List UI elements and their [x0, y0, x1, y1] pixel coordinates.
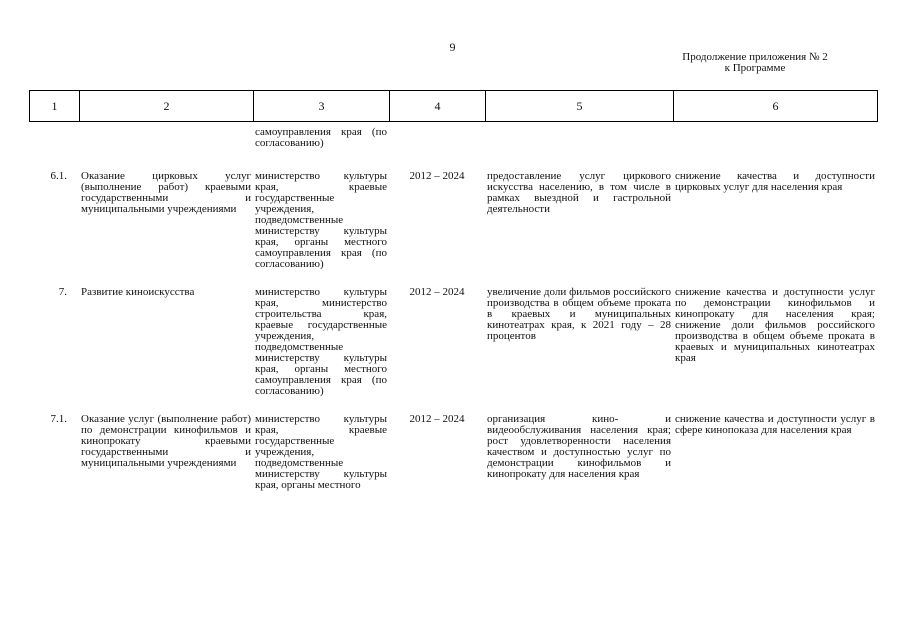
continuation-line-2: к Программе	[724, 62, 786, 74]
table-row	[29, 287, 877, 414]
row-result: увеличение доли фильмов российского производства в общем объеме проката в краевых и муниципальных кинотеатрах края, к 2021 году – 28 процентов	[487, 286, 671, 342]
row-executors: министерство культуры края, краевые государственные учреждения, подведомственные министерству культуры края, органы местного самоуправления края (по согласованию)	[255, 170, 387, 270]
row-period: 2012 – 2024	[409, 286, 465, 298]
continuation-note	[640, 52, 870, 74]
row-name: Развитие киноискусства	[81, 286, 195, 298]
row-consequences: снижение качества и доступности услуг по демонстрации кинофильмов и кинопрокату для населения края; снижение доли фильмов российского производства в общем объеме проката в краевых и муниципальных кинотеатрах края	[675, 286, 875, 364]
page-number: 9	[449, 40, 456, 54]
row-consequences: снижение качества и доступности услуг в сфере кинопоказа для населения края	[675, 413, 875, 436]
row-consequences: снижение качества и доступности цирковых услуг для населения края	[675, 170, 875, 193]
row-name: Оказание цирковых услуг (выполнение работ) краевыми государственными и муниципальными учреждениями	[81, 170, 251, 215]
row-result: организация кино- и видеообслуживания населения края; рост удовлетворенности населения качеством и доступностью услуг по демонстрации кинофильмов и кинопрокату для населения края	[487, 413, 671, 480]
row-period: 2012 – 2024	[409, 170, 465, 182]
table-row	[29, 414, 877, 491]
row-executors: министерство культуры края, краевые государственные учреждения, подведомственные министерству культуры края, органы местного	[255, 413, 387, 491]
table-row-continued	[29, 127, 877, 171]
header-cell-4: 4	[390, 91, 486, 122]
row-period: 2012 – 2024	[409, 413, 465, 425]
header-cell-5: 5	[486, 91, 674, 122]
row-result: предоставление услуг циркового искусства населению, в том числе в рамках выездной и гастрольной деятельности	[487, 170, 671, 215]
header-cell-6: 6	[674, 91, 878, 122]
table-body	[29, 127, 877, 491]
row-name: Оказание услуг (выполнение работ) по демонстрации кинофильмов и кинопрокату краевыми государственными и муниципальными учреждениями	[81, 413, 251, 469]
continuation-line-1: Продолжение приложения № 2	[682, 51, 828, 63]
row-number: 7.	[58, 286, 67, 298]
row-number: 6.1.	[50, 170, 67, 182]
header-cell-2: 2	[80, 91, 254, 122]
row-number: 7.1.	[50, 413, 67, 425]
row-executors: министерство культуры края, министерство строительства края, краевые государственные учреждения, подведомственные министерству культуры края, органы местного самоуправления края (по согласованию)	[255, 286, 387, 397]
header-cell-3: 3	[254, 91, 390, 122]
table-header	[29, 90, 878, 122]
header-row	[30, 91, 878, 122]
header-cell-1: 1	[30, 91, 80, 122]
table-row	[29, 171, 877, 287]
continued-executors: самоуправления края (по согласованию)	[255, 126, 387, 149]
